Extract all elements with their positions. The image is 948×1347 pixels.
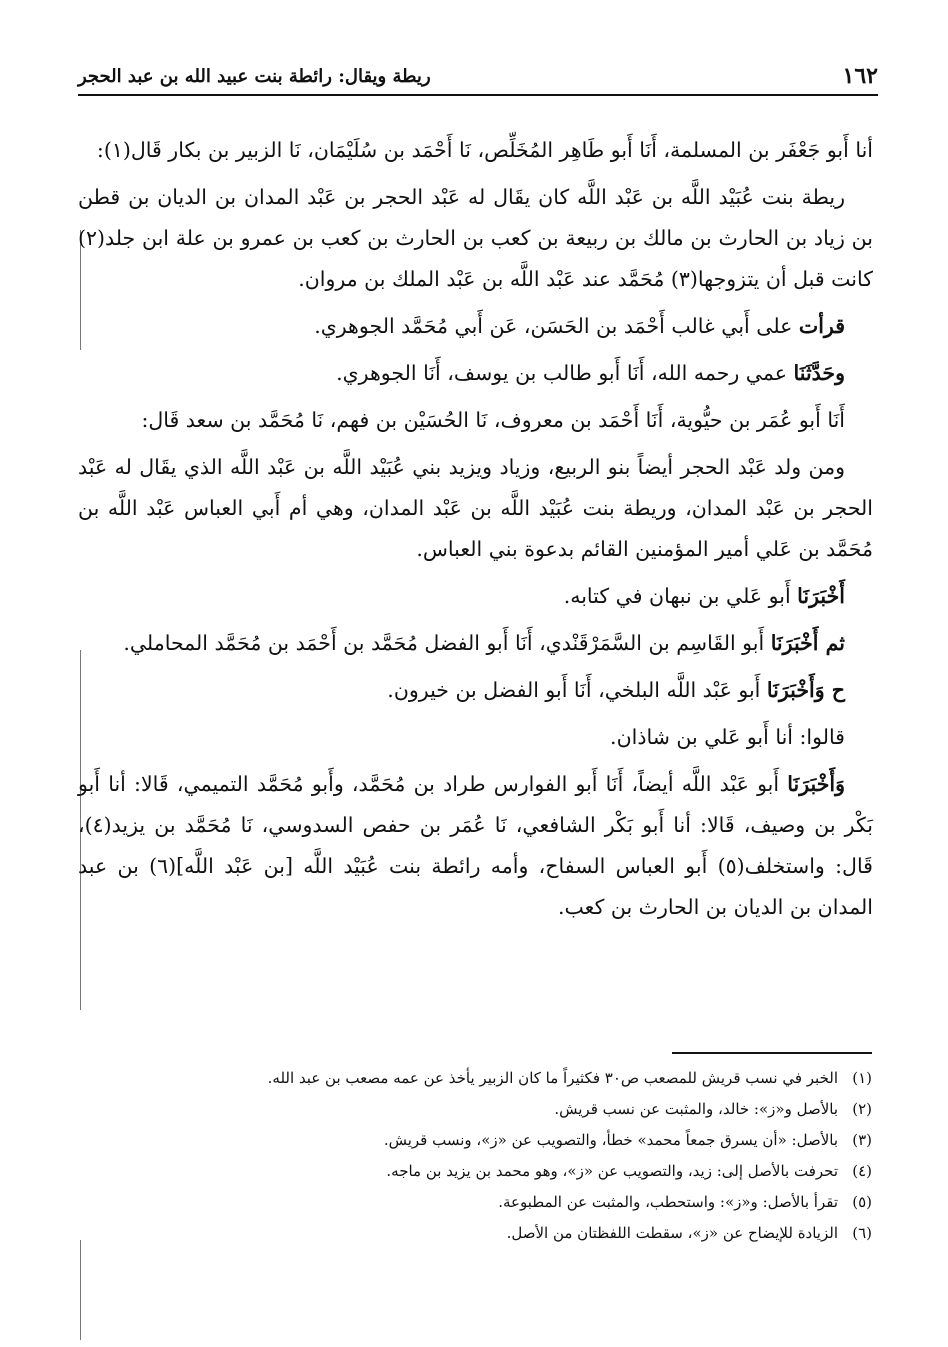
paragraph-text: أَبو عَبْد اللَّه أيضاً، أَنَا أَبو الفوارس طراد بن مُحَمَّد، وأَبو مُحَمَّد التميمي، قَالا: أنا أَبو بَكْر بن وصيف، قَالا: أنا أَبو بَكْر الشافعي، نَا عُمَر بن حفص السدوسي، نَا مُحَمَّد بن يزيد(٤)، قَال: واستخلف(٥) أَبو العباس السفاح، وأمه رائطة بنت عُبَيْد اللَّه [بن عَبْد اللَّه](٦) بن عبد المدان بن الديان بن الحارث بن كعب.	[78, 772, 873, 919]
paragraph	[78, 576, 873, 617]
paragraph-lead: قرأت	[798, 314, 845, 338]
page-header	[78, 58, 878, 96]
paragraph	[78, 764, 873, 928]
footnote-item	[120, 1125, 872, 1156]
footnote-item	[120, 1156, 872, 1187]
footnote-text: تقرأ بالأصل: و«ز»: واستحطب، والمثبت عن المطبوعة.	[498, 1193, 838, 1211]
paragraph-text: أَبو عَلي بن نبهان في كتابه.	[563, 584, 791, 608]
footnote-text: بالأصل: «أن يسرق جمعاً محمد» خطأ، والتصويب عن «ز»، ونسب قريش.	[383, 1131, 838, 1149]
paragraph-text: أَبو القَاسِم بن السَّمَرْقَنْدي، أَنَا أَبو الفضل مُحَمَّد بن أَحْمَد بن مُحَمَّد المحاملي.	[123, 631, 765, 655]
paragraph-lead: وَأَخْبَرَنَا	[787, 772, 845, 796]
running-title: ريطة ويقال: رائطة بنت عبيد الله بن عبد الحجر	[78, 65, 431, 87]
footnote-item	[120, 1063, 872, 1094]
paragraph-lead: ح وَأَخْبَرَنَا	[766, 678, 845, 702]
paragraph	[78, 130, 873, 171]
footnote-number: (٣)	[852, 1131, 872, 1149]
footnote-number: (١)	[852, 1069, 872, 1087]
footnotes-list	[120, 1063, 872, 1249]
footnote-number: (٤)	[852, 1162, 872, 1180]
main-text	[78, 130, 873, 934]
footnote-item	[120, 1187, 872, 1218]
footnote-text: الزيادة للإيضاح عن «ز»، سقطت اللفظتان من الأصل.	[506, 1224, 838, 1242]
footnote-item	[120, 1218, 872, 1249]
footnote-text: الخبر في نسب قريش للمصعب ص٣٠ فكثيراً ما كان الزبير يأخذ عن عمه مصعب بن عبد الله.	[267, 1069, 838, 1087]
page-number: ١٦٢	[842, 63, 878, 89]
paragraph-lead: ثم أَخْبَرَنَا	[770, 631, 845, 655]
paragraph	[78, 306, 873, 347]
paragraph	[78, 670, 873, 711]
footnote-number: (٢)	[852, 1100, 872, 1118]
paragraph	[78, 353, 873, 394]
paragraph	[78, 177, 873, 300]
paragraph	[78, 717, 873, 758]
footnote-divider	[672, 1052, 872, 1054]
paragraph-text: ومن ولد عَبْد الحجر أيضاً بنو الربيع، وزياد ويزيد بني عُبَيْد اللَّه بن عَبْد اللَّه الذي يقَال له عَبْد الحجر بن عَبْد المدان، وريطة بنت عُبَيْد اللَّه بن عَبْد المدان، وهي أم أَبي العباس عَبْد اللَّه بن مُحَمَّد بن عَلي أمير المؤمنين القائم بدعوة بني العباس.	[78, 455, 873, 561]
paragraph-text: على أَبي غالب أَحْمَد بن الحَسَن، عَن أَبي مُحَمَّد الجوهري.	[314, 314, 793, 338]
scan-artifact-line	[80, 1240, 81, 1340]
footnote-text: بالأصل و«ز»: خالد، والمثبت عن نسب قريش.	[554, 1100, 838, 1118]
paragraph	[78, 623, 873, 664]
paragraph	[78, 400, 873, 441]
paragraph-lead: أَخْبَرَنَا	[797, 584, 845, 608]
footnote-item	[120, 1094, 872, 1125]
paragraph-text: أنا أَبو جَعْفَر بن المسلمة، أَنَا أَبو طَاهِر المُخَلِّص، نَا أَحْمَد بن سُلَيْمَان، نَا الزبير بن بكار قَال(١):	[96, 138, 873, 162]
paragraph-text: قالوا: أنا أَبو عَلي بن شاذان.	[610, 725, 845, 749]
paragraph-text: أَنَا أَبو عُمَر بن حيُّوية، أَنَا أَحْمَد بن معروف، نَا الحُسَيْن بن فهم، نَا مُحَمَّد بن سعد قَال:	[141, 408, 845, 432]
footnote-number: (٥)	[852, 1193, 872, 1211]
paragraph-text: ريطة بنت عُبَيْد اللَّه بن عَبْد اللَّه كان يقَال له عَبْد الحجر بن عَبْد المدان بن الديان بن قطن بن زياد بن الحارث بن مالك بن ربيعة بن كعب بن الحارث بن كعب بن عمرو بن علة ابن جلد(٢) كانت قبل أن يتزوجها(٣) مُحَمَّد عند عَبْد اللَّه بن عَبْد الملك بن مروان.	[78, 185, 873, 291]
paragraph	[78, 447, 873, 570]
footnote-text: تحرفت بالأصل إلى: زيد، والتصويب عن «ز»، وهو محمد بن يزيد بن ماجه.	[386, 1162, 838, 1180]
paragraph-lead: وحَدَّثَنَا	[793, 361, 845, 385]
paragraph-text: عمي رحمه الله، أَنَا أَبو طالب بن يوسف، أَنَا الجوهري.	[336, 361, 787, 385]
paragraph-text: أَبو عَبْد اللَّه البلخي، أَنَا أَبو الفضل بن خيرون.	[387, 678, 761, 702]
footnote-number: (٦)	[852, 1224, 872, 1242]
